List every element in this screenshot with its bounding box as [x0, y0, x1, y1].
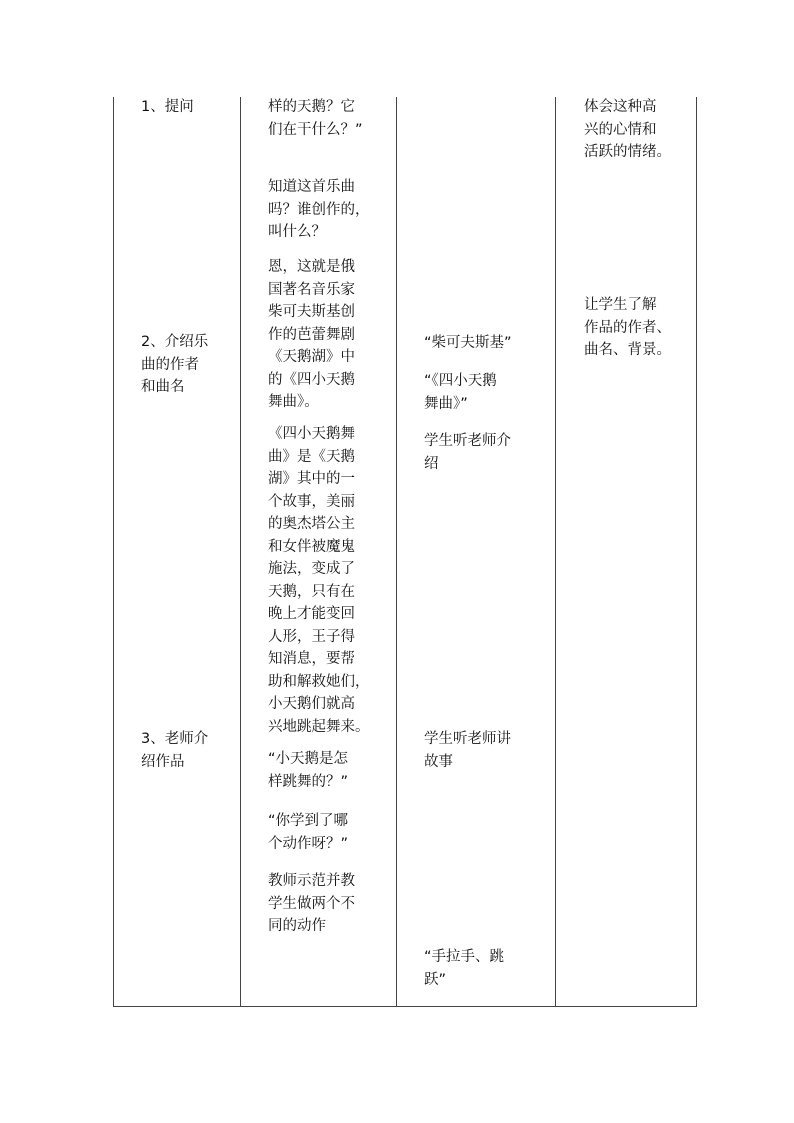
table-divider-3 [555, 97, 556, 1007]
text-line: 曲的作者 [141, 356, 199, 373]
text-line: 2、介绍乐 [141, 334, 209, 350]
text-line: 和曲名 [141, 379, 185, 395]
text-line: “柴可夫斯基” [424, 335, 512, 351]
text-line: “小天鹅是怎 [268, 751, 349, 767]
text-line: 兴的心情和 [584, 121, 657, 138]
purpose-1-text [584, 96, 671, 164]
table-border-left [113, 97, 114, 1007]
text-line: 学生听老师介 [424, 433, 511, 449]
teacher-demo-text [268, 870, 355, 938]
table-divider-2 [396, 97, 397, 1007]
text-line: 知消息，要帮 [268, 651, 355, 667]
step-1-text [141, 96, 194, 119]
student-answer-1 [424, 332, 512, 355]
purpose-2-text [584, 294, 671, 362]
step-2-text [141, 331, 208, 399]
teacher-question-2 [268, 176, 370, 244]
text-line: 绍作品 [141, 753, 185, 770]
text-line: 和女伴被魔鬼 [268, 538, 355, 555]
text-line: 故事 [424, 753, 453, 770]
text-line: 绍 [424, 455, 439, 472]
step-3-text [141, 728, 208, 773]
text-line: 样跳舞的？” [268, 773, 349, 790]
text-line: 们在干什么？” [268, 121, 363, 138]
text-line: 晚上才能变回 [268, 606, 355, 622]
text-line: 3、老师介 [141, 731, 209, 747]
text-line: 国著名音乐家 [268, 281, 355, 298]
text-line: 叫什么？ [268, 224, 326, 240]
student-activity-listen-story [424, 728, 511, 773]
text-line: 柴可夫斯基创 [268, 304, 355, 320]
text-line: 作品的作者、 [584, 319, 671, 336]
text-line: 舞曲》” [424, 395, 468, 412]
text-line: 《四小天鹅舞 [268, 426, 355, 442]
text-line: 吗？谁创作的， [268, 201, 370, 218]
text-line: “你学到了哪 [268, 813, 349, 829]
text-line: 样的天鹅？它 [268, 99, 355, 115]
text-line: 舞曲》。 [268, 394, 319, 410]
text-line: 同的动作 [268, 918, 326, 934]
teacher-question-1 [268, 96, 363, 141]
text-line: 《天鹅湖》中 [268, 349, 355, 365]
text-line: 作的芭蕾舞剧 [268, 326, 355, 343]
text-line: 的《四小天鹅 [268, 371, 355, 388]
text-line: 曲名、背景。 [584, 342, 671, 358]
teacher-story-text [268, 423, 370, 738]
text-line: 小天鹅们就高 [268, 696, 355, 712]
text-line: 1、提问 [141, 99, 194, 115]
text-line: 知道这首乐曲 [268, 179, 355, 195]
text-line: 的奥杰塔公主 [268, 516, 355, 532]
teacher-question-4 [268, 810, 348, 855]
text-line: “《四小天鹅 [424, 373, 497, 389]
text-line: 恩，这就是俄 [268, 259, 355, 275]
student-activity-listen-intro [424, 430, 511, 475]
text-line: 助和解救她们， [268, 673, 370, 690]
text-line: 人形，王子得 [268, 628, 355, 645]
teacher-question-3 [268, 748, 348, 793]
text-line: 施法，变成了 [268, 561, 355, 577]
text-line: 曲》是《天鹅 [268, 448, 355, 465]
text-line: 体会这种高 [584, 99, 657, 115]
text-line: “手拉手、跳 [424, 949, 505, 965]
student-answer-actions [424, 946, 504, 991]
table-border-bottom [113, 1006, 697, 1007]
teacher-intro-text [268, 256, 355, 414]
text-line: 天鹅，只有在 [268, 583, 355, 600]
text-line: 让学生了解 [584, 297, 657, 313]
text-line: 教师示范并教 [268, 873, 355, 889]
text-line: 个故事，美丽 [268, 493, 355, 510]
student-answer-2 [424, 370, 497, 415]
text-line: 跃” [424, 971, 447, 988]
text-line: 个动作呀？” [268, 835, 349, 852]
text-line: 学生听老师讲 [424, 731, 511, 747]
text-line: 学生做两个不 [268, 895, 355, 912]
text-line: 兴地跳起舞来。 [268, 718, 370, 735]
table-border-right [696, 97, 697, 1007]
text-line: 湖》其中的一 [268, 471, 355, 487]
table-divider-1 [240, 97, 241, 1007]
text-line: 活跃的情绪。 [584, 144, 671, 160]
